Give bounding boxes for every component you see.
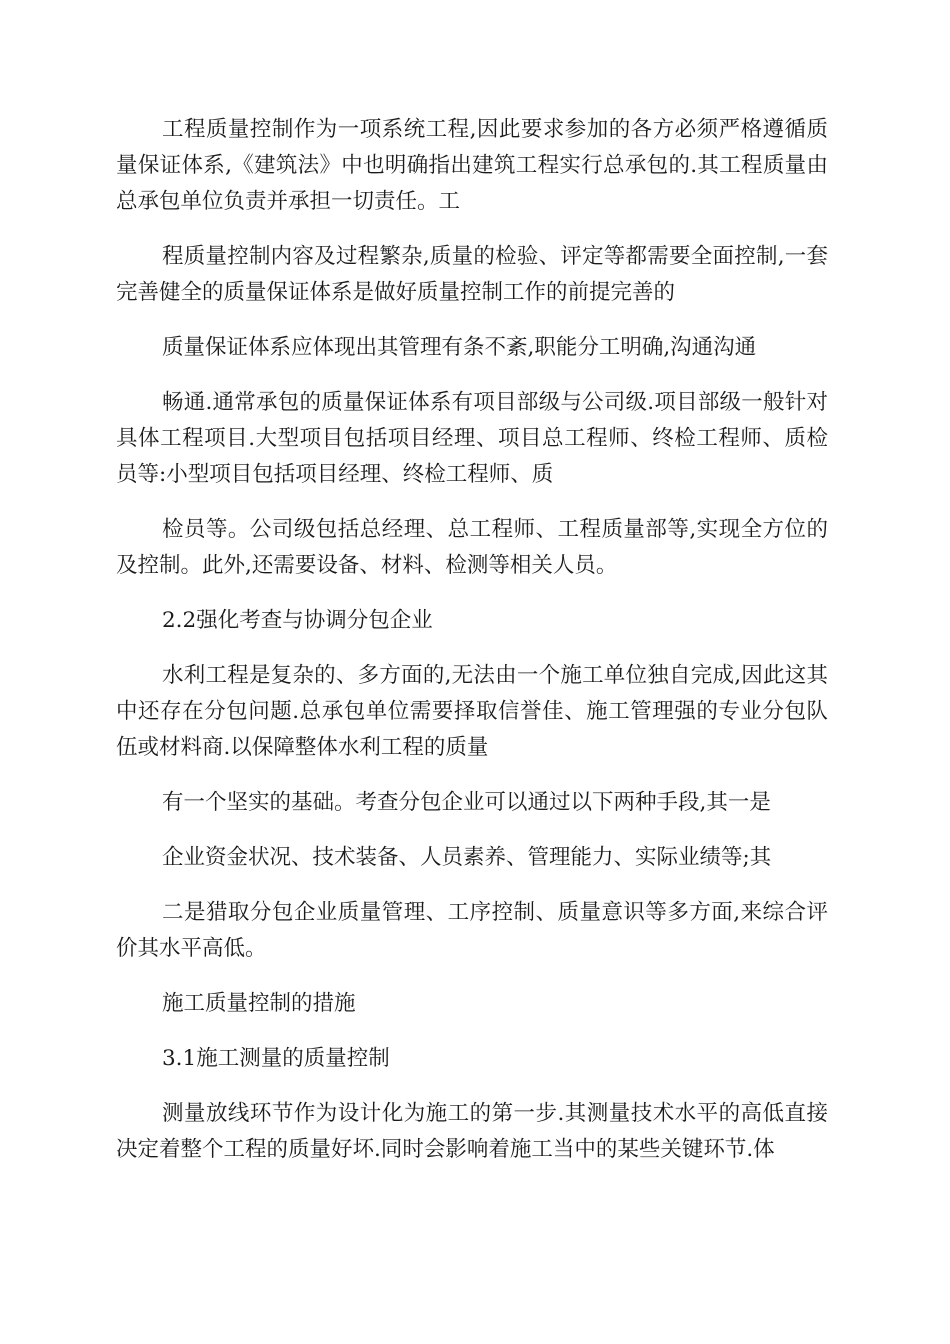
paragraph-subcontractor-assessment: 有一个坚实的基础。考查分包企业可以通过以下两种手段,其一是 <box>162 790 771 815</box>
paragraph-assessment-method-one: 企业资金状况、技术装备、人员素养、管理能力、实际业绩等;其 <box>162 845 772 870</box>
document-page <box>116 112 828 1187</box>
section-heading-3-1: 3.1施工测量的质量控制 <box>162 1046 390 1071</box>
paragraph-quality-control-content: 程质量控制内容及过程繁杂,质量的检验、评定等都需要全面控制,一套完善健全的质量保证体系是做好质量控制工作的前提完善的 <box>116 244 828 305</box>
paragraph-survey-quality-control: 测量放线环节作为设计化为施工的第一步.其测量技术水平的高低直接决定着整个工程的质量好坏.同时会影响着施工当中的某些关键环节.体 <box>116 1101 828 1162</box>
paragraph-subcontracting-intro: 水利工程是复杂的、多方面的,无法由一个施工单位独自完成,因此这其中还存在分包问题.总承包单位需要择取信誉佳、施工管理强的专业分包队伍或材料商.以保障整体水利工程的质量 <box>116 663 828 760</box>
paragraph-quality-system-management: 质量保证体系应体现出其管理有条不紊,职能分工明确,沟通沟通 <box>162 335 757 360</box>
section-heading-2-2: 2.2强化考查与协调分包企业 <box>162 608 433 633</box>
paragraph-quality-system-intro: 工程质量控制作为一项系统工程,因此要求参加的各方必须严格遵循质量保证体系,《建筑法》中也明确指出建筑工程实行总承包的.其工程质量由总承包单位负责并承担一切责任。工 <box>116 117 828 214</box>
paragraph-company-level-system: 检员等。公司级包括总经理、总工程师、工程质量部等,实现全方位的及控制。此外,还需要设备、材料、检测等相关人员。 <box>116 517 828 578</box>
paragraph-assessment-method-two: 二是猎取分包企业质量管理、工序控制、质量意识等多方面,来综合评价其水平高低。 <box>116 900 828 961</box>
section-heading-3: 施工质量控制的措施 <box>162 991 356 1016</box>
paragraph-project-level-system: 畅通.通常承包的质量保证体系有项目部级与公司级.项目部级一般针对具体工程项目.大型项目包括项目经理、项目总工程师、终检工程师、质检员等:小型项目包括项目经理、终检工程师、质 <box>116 390 828 487</box>
